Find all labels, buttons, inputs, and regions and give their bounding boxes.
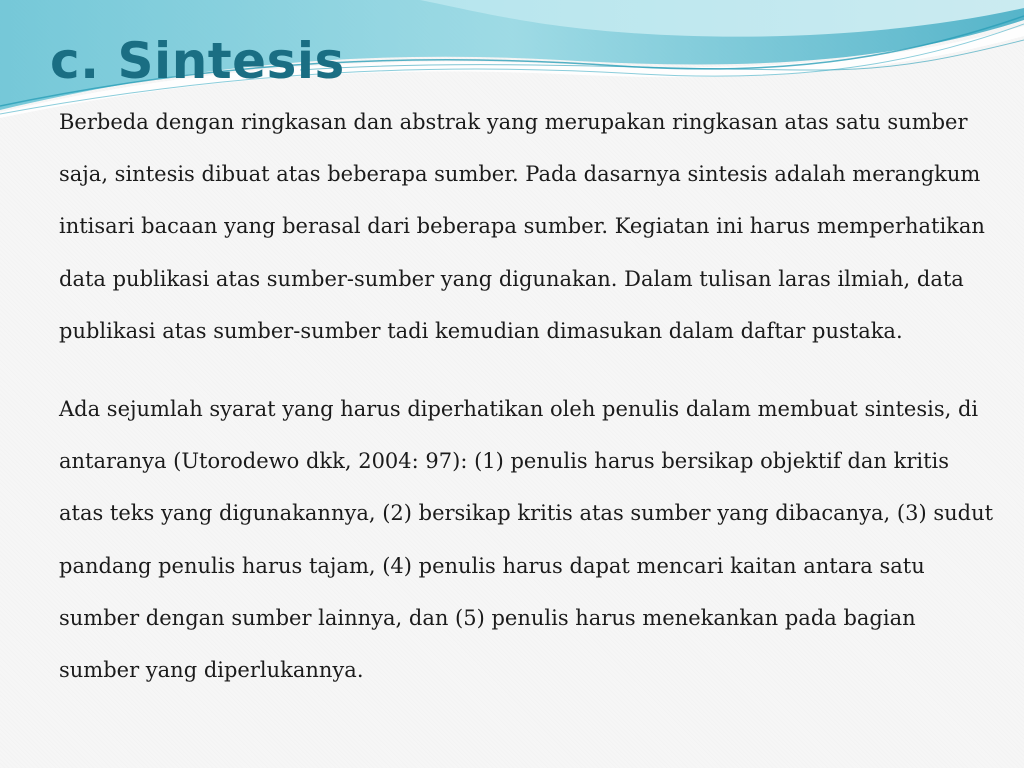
paragraph-sintesis-requirements: Ada sejumlah syarat yang harus diperhatikan oleh penulis dalam membuat sintesis, di antaranya (Utorodewo dkk, 2004: 97): (1) penulis harus bersikap objektif dan kritis atas teks yang digunakannya, (2) bersikap kritis atas sumber yang dibacanya, (3) sudut pandang penulis harus tajam, (4) penulis harus dapat mencari kaitan antara satu sumber dengan sumber lainnya, dan (5) penulis harus menekankan pada bagian sumber yang diperlukannya.	[59, 397, 994, 683]
slide-title: c. Sintesis	[50, 32, 345, 90]
paragraph-sintesis-definition: Berbeda dengan ringkasan dan abstrak yang merupakan ringkasan atas satu sumber saja, sintesis dibuat atas beberapa sumber. Pada dasarnya sintesis adalah merangkum intisari bacaan yang berasal dari beberapa sumber. Kegiatan ini harus memperhatikan data publikasi atas sumber-sumber yang digunakan. Dalam tulisan laras ilmiah, data publikasi atas sumber-sumber tadi kemudian dimasukan dalam daftar pustaka.	[59, 110, 985, 343]
slide-body	[59, 96, 999, 696]
